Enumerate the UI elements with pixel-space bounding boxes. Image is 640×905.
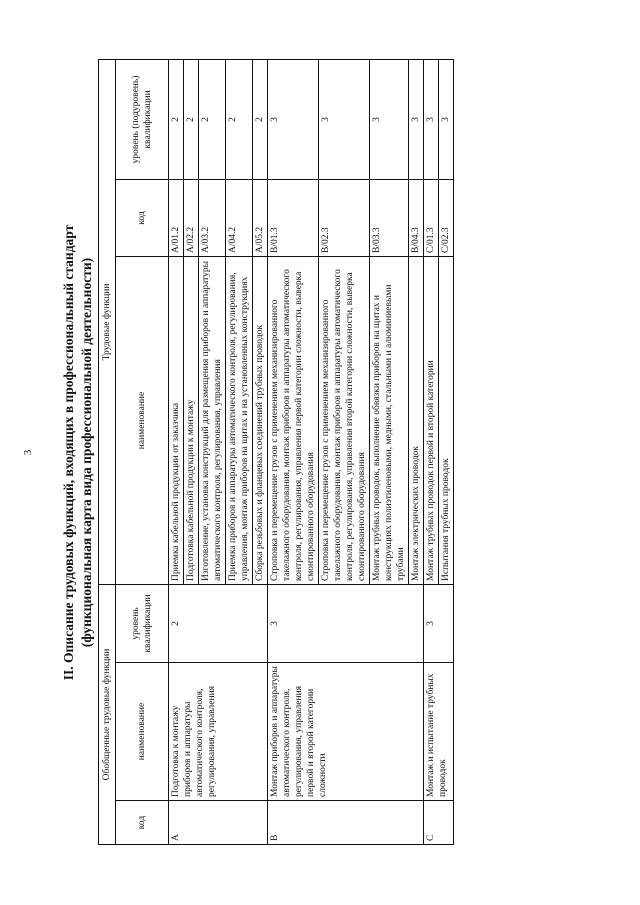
group-name: Подготовка к монтажу приборов и аппаратуры автоматического контроля, регулирования, управления: [169, 663, 268, 801]
function-level: 2: [253, 59, 268, 179]
function-name: Монтаж электрических проводок: [409, 256, 424, 584]
function-code: C/01.3: [424, 179, 439, 256]
function-code: B/02.3: [319, 179, 370, 256]
function-level: 3: [370, 59, 409, 179]
group-name: Монтаж приборов и аппаратуры автоматического контроля, регулирования, управления первой и второй категории сложности: [268, 663, 424, 801]
function-code: A/03.2: [199, 179, 226, 256]
function-code: A/01.2: [169, 179, 184, 256]
group-level: 3: [424, 584, 454, 662]
function-level: 3: [439, 59, 454, 179]
header-gen-code: код: [116, 801, 169, 845]
header-func-code: код: [116, 179, 169, 256]
function-code: A/04.2: [226, 179, 253, 256]
function-name: Строповка и перемещение грузов с применением механизированного такелажного оборудования, монтаж приборов и аппаратуры автоматического контроля, регулирования, управления первой категории сложности, выверка смонтированного оборудования: [268, 256, 319, 584]
function-name: Сборка резьбовых и фланцевых соединений трубных проводок: [253, 256, 268, 584]
function-name: Приемка кабельной продукции от заказчика: [169, 256, 184, 584]
header-gen-name: наименование: [116, 663, 169, 801]
function-level: 2: [199, 59, 226, 179]
header-generalized-functions: Обобщенные трудовые функции: [99, 584, 116, 844]
page-number: 3: [22, 449, 34, 456]
function-code: A/02.2: [184, 179, 199, 256]
title-line-1: II. Описание трудовых функций, входящих в профессиональный стандарт: [61, 224, 76, 681]
group-code: B: [268, 801, 424, 845]
header-func-level: уровень (подуровень) квалификации: [116, 59, 169, 179]
function-level: 3: [319, 59, 370, 179]
function-level: 2: [169, 59, 184, 179]
function-level: 3: [424, 59, 439, 179]
function-name: Изготовление, установка конструкций для размещения приборов и аппаратуры автоматического контроля, регулирования, управления: [199, 256, 226, 584]
function-code: B/01.3: [268, 179, 319, 256]
function-name: Подготовка кабельной продукции к монтажу: [184, 256, 199, 584]
header-func-name: наименование: [116, 256, 169, 584]
function-name: Строповка и перемещение грузов с применением механизированного такелажного оборудования, монтаж приборов и аппаратуры автоматического контроля, регулирования, управления второй категории сложности, выверка смонтированного оборудования: [319, 256, 370, 584]
table-row: [169, 59, 184, 844]
function-code: B/04.3: [409, 179, 424, 256]
function-level: 2: [184, 59, 199, 179]
header-gen-level: уровень квалификации: [116, 584, 169, 662]
function-name: Монтаж трубных проводок первой и второй категории: [424, 256, 439, 584]
header-labor-functions: Трудовые функции: [99, 59, 116, 584]
group-code: C: [424, 801, 454, 845]
document-title: [60, 60, 96, 845]
group-level: 2: [169, 584, 268, 662]
function-name: Приемка приборов и аппаратуры автоматического контроля, регулирования, управления, монтаж приборов на щитах и на установленных конструкциях: [226, 256, 253, 584]
function-code: A/05.2: [253, 179, 268, 256]
group-code: A: [169, 801, 268, 845]
function-code: C/02.3: [439, 179, 454, 256]
title-line-2: (функциональная карта вида профессиональной деятельности): [79, 257, 94, 648]
function-level: 3: [409, 59, 424, 179]
table-row: [268, 59, 319, 844]
function-level: 2: [226, 59, 253, 179]
function-level: 3: [268, 59, 319, 179]
table-row: [424, 59, 439, 844]
function-code: B/03.3: [370, 179, 409, 256]
function-name: Испытания трубных проводок: [439, 256, 454, 584]
group-level: 3: [268, 584, 424, 662]
group-name: Монтаж и испытание трубных проводок: [424, 663, 454, 801]
function-name: Монтаж трубных проводок, выполнение обвязки приборов на щитах и конструкциях полиэтиленовыми, медными, стальными и алюминиевыми трубами: [370, 256, 409, 584]
functions-table: [98, 59, 454, 845]
